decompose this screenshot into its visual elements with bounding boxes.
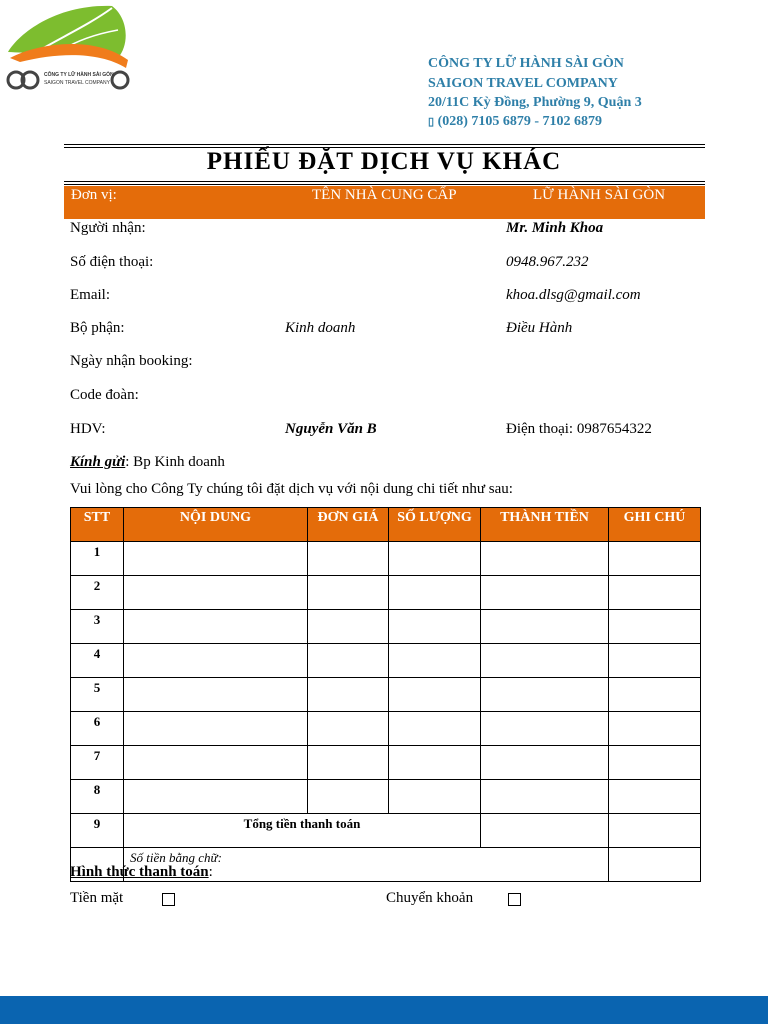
guide-name: Nguyễn Văn B — [285, 421, 377, 437]
recipient-value: Mr. Minh Khoa — [506, 220, 604, 236]
total-label: Tổng tiền thanh toán — [124, 814, 481, 848]
note-cell[interactable] — [609, 576, 701, 610]
table-row — [71, 610, 701, 644]
words-note-cell[interactable] — [609, 848, 701, 882]
row-index: 2 — [71, 576, 124, 610]
greeting-label: Kính gửi — [70, 454, 126, 470]
quantity-cell[interactable] — [389, 542, 481, 576]
footer-bar — [0, 996, 768, 1024]
logo-text-vi: CÔNG TY LỮ HÀNH SÀI GÒN — [44, 72, 114, 78]
cash-label: Tiền mặt — [70, 890, 124, 906]
table-header-row — [71, 508, 701, 542]
header-unit-price: ĐƠN GIÁ — [308, 508, 389, 542]
email-value: khoa.dlsg@gmail.com — [506, 287, 641, 303]
quantity-cell[interactable] — [389, 712, 481, 746]
supplier-label: TÊN NHÀ CUNG CẤP — [312, 187, 457, 203]
quantity-cell[interactable] — [389, 780, 481, 814]
guide-label: HDV: — [70, 421, 106, 437]
service-table — [70, 507, 701, 882]
amount-cell[interactable] — [481, 712, 609, 746]
content-cell[interactable] — [124, 644, 308, 678]
content-cell[interactable] — [124, 542, 308, 576]
greeting — [70, 454, 225, 471]
department-company: Điều Hành — [506, 320, 573, 336]
total-index: 9 — [71, 814, 124, 848]
page-title: PHIẾU ĐẶT DỊCH VỤ KHÁC — [206, 148, 562, 175]
content-cell[interactable] — [124, 746, 308, 780]
total-row — [71, 814, 701, 848]
department-label: Bộ phận: — [70, 320, 125, 336]
header-stt: STT — [71, 508, 124, 542]
unit-price-cell[interactable] — [308, 712, 389, 746]
amount-in-words-label[interactable]: Số tiền bằng chữ: — [124, 848, 609, 882]
company-address: 20/11C Kỳ Đồng, Phường 9, Quận 3 — [428, 95, 642, 110]
company-phone-number: (028) 7105 6879 - 7102 6879 — [434, 114, 603, 129]
quantity-cell[interactable] — [389, 644, 481, 678]
row-index: 8 — [71, 780, 124, 814]
phone-value: 0948.967.232 — [506, 254, 589, 270]
note-cell[interactable] — [609, 712, 701, 746]
unit-price-cell[interactable] — [308, 678, 389, 712]
content-cell[interactable] — [124, 610, 308, 644]
company-name-en: SAIGON TRAVEL COMPANY — [428, 76, 618, 91]
amount-cell[interactable] — [481, 610, 609, 644]
unit-price-cell[interactable] — [308, 746, 389, 780]
row-index: 7 — [71, 746, 124, 780]
title-top-rule — [64, 144, 705, 145]
recipient-label: Người nhận: — [70, 220, 146, 236]
note-cell[interactable] — [609, 678, 701, 712]
greeting-value: : Bp Kinh doanh — [125, 454, 225, 470]
unit-price-cell[interactable] — [308, 644, 389, 678]
content-cell[interactable] — [124, 576, 308, 610]
company-phone — [428, 114, 602, 130]
payment-heading — [70, 864, 213, 881]
transfer-checkbox[interactable] — [508, 893, 521, 906]
note-cell[interactable] — [609, 610, 701, 644]
row-index: 1 — [71, 542, 124, 576]
table-row — [71, 644, 701, 678]
row-index: 5 — [71, 678, 124, 712]
table-row — [71, 542, 701, 576]
booking-date-label: Ngày nhận booking: — [70, 353, 193, 369]
amount-cell[interactable] — [481, 780, 609, 814]
row-index: 3 — [71, 610, 124, 644]
intro-text: Vui lòng cho Công Ty chúng tôi đặt dịch vụ với nội dung chi tiết như sau: — [70, 481, 513, 497]
payment-label: Hình thức thanh toán — [70, 864, 209, 880]
company-label: LỮ HÀNH SÀI GÒN — [533, 187, 666, 203]
header-note: GHI CHÚ — [609, 508, 701, 542]
title-bottom-rule-2 — [64, 184, 705, 185]
department-supplier: Kinh doanh — [285, 320, 356, 336]
table-row — [71, 576, 701, 610]
guide-phone: Điện thoại: 0987654322 — [506, 421, 652, 437]
content-cell[interactable] — [124, 712, 308, 746]
phone-label: Số điện thoại: — [70, 254, 154, 270]
title-bottom-rule — [64, 181, 705, 182]
table-row — [71, 678, 701, 712]
total-amount-cell[interactable] — [481, 814, 609, 848]
payment-colon: : — [208, 864, 213, 880]
table-row — [71, 746, 701, 780]
table-row — [71, 780, 701, 814]
unit-price-cell[interactable] — [308, 780, 389, 814]
cash-checkbox[interactable] — [162, 893, 175, 906]
quantity-cell[interactable] — [389, 678, 481, 712]
amount-cell[interactable] — [481, 542, 609, 576]
content-cell[interactable] — [124, 780, 308, 814]
total-note-cell[interactable] — [609, 814, 701, 848]
note-cell[interactable] — [609, 780, 701, 814]
row-index: 4 — [71, 644, 124, 678]
header-quantity: SỐ LƯỢNG — [389, 508, 481, 542]
logo-text-en: SAIGON TRAVEL COMPANY — [44, 80, 110, 86]
quantity-cell[interactable] — [389, 746, 481, 780]
amount-cell[interactable] — [481, 644, 609, 678]
unit-price-cell[interactable] — [308, 610, 389, 644]
content-cell[interactable] — [124, 678, 308, 712]
phone-icon: ▯ — [428, 116, 435, 128]
unit-price-cell[interactable] — [308, 576, 389, 610]
quantity-cell[interactable] — [389, 576, 481, 610]
amount-cell[interactable] — [481, 576, 609, 610]
unit-price-cell[interactable] — [308, 542, 389, 576]
logo-wheel-3 — [112, 72, 128, 88]
transfer-label: Chuyển khoản — [386, 890, 474, 906]
header-amount: THÀNH TIỀN — [481, 508, 609, 542]
quantity-cell[interactable] — [389, 610, 481, 644]
amount-cell[interactable] — [481, 678, 609, 712]
company-logo — [0, 0, 136, 92]
note-cell[interactable] — [609, 542, 701, 576]
row-index: 6 — [71, 712, 124, 746]
supplier-header-bar — [64, 186, 705, 219]
note-cell[interactable] — [609, 644, 701, 678]
header-content: NỘI DUNG — [124, 508, 308, 542]
company-name-vi: CÔNG TY LỮ HÀNH SÀI GÒN — [428, 56, 624, 71]
note-cell[interactable] — [609, 746, 701, 780]
amount-cell[interactable] — [481, 746, 609, 780]
group-code-label: Code đoàn: — [70, 387, 139, 403]
unit-label: Đơn vị: — [71, 187, 117, 203]
email-label: Email: — [70, 287, 110, 303]
table-row — [71, 712, 701, 746]
